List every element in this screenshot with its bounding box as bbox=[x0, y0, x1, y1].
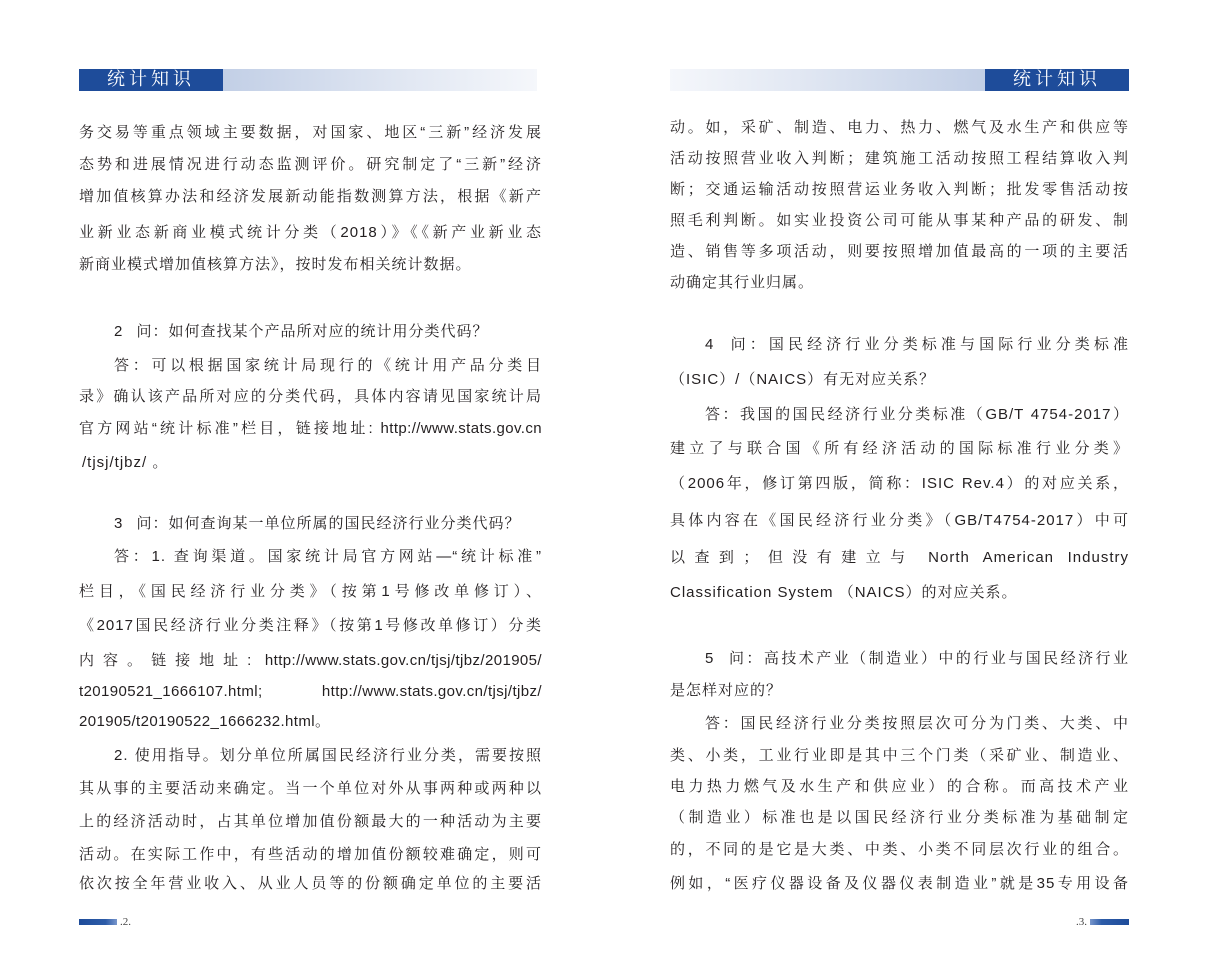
answer-text-line: 例如，“医疗仪器设备及仪器仪表制造业”就是35专用设备 bbox=[670, 875, 1129, 892]
answer-text-line: 答：1. 查询渠道。国家统计局官方网站—“统计标准” bbox=[114, 548, 542, 565]
answer-text-line: 上的经济活动时，占其单位增加值份额最大的一种活动为主要 bbox=[79, 813, 542, 830]
page-number: .2. bbox=[120, 916, 131, 928]
answer-text-line: Classification System （NAICS）的对应关系。 bbox=[670, 584, 1018, 601]
answer-text-line: 以查到；但没有建立与 North American Industry bbox=[670, 549, 1129, 566]
answer-text-line: 官方网站“统计标准”栏目，链接地址: http://www.stats.gov.cn bbox=[79, 420, 542, 437]
answer-text-line: 依次按全年营业收入、从业人员等的份额确定单位的主要活 bbox=[79, 875, 542, 892]
question-heading: 是怎样对应的？ bbox=[670, 682, 783, 699]
body-text-line: 动。如，采矿、制造、电力、热力、燃气及水生产和供应等 bbox=[670, 119, 1129, 136]
answer-text-line: 《2017国民经济行业分类注释》（按第1号修改单修订）分类 bbox=[79, 617, 542, 634]
question-heading: 2 问：如何查找某个产品所对应的统计用分类代码？ bbox=[114, 323, 489, 340]
body-text-line: 务交易等重点领域主要数据，对国家、地区“三新”经济发展 bbox=[79, 124, 542, 141]
right-header-gradient-bar bbox=[670, 69, 985, 91]
answer-text-line: （2006年，修订第四版，简称：ISIC Rev.4）的对应关系， bbox=[670, 475, 1129, 492]
body-text-line: 活动按照营业收入判断；建筑施工活动按照工程结算收入判 bbox=[670, 150, 1129, 167]
answer-text-line: 活动。在实际工作中，有些活动的增加值份额较难确定，则可 bbox=[79, 846, 542, 863]
answer-text-line: 内容。链接地址: http://www.stats.gov.cn/tjsj/tjbz/201905/ bbox=[79, 652, 542, 669]
left-footer-bar bbox=[79, 919, 117, 925]
body-text-line: 动确定其行业归属。 bbox=[670, 274, 815, 291]
body-text-line: 照毛利判断。如实业投资公司可能从事某种产品的研发、制 bbox=[670, 212, 1129, 229]
answer-text-line: 答：国民经济行业分类按照层次可分为门类、大类、中 bbox=[705, 715, 1129, 732]
answer-text-line: t20190521_1666107.html; http://www.stats.gov.cn/tjsj/tjbz/ bbox=[79, 683, 542, 700]
body-text-line: 业新业态新商业模式统计分类（2018）》《《新产业新业态 bbox=[79, 224, 542, 241]
answer-text-line: 建立了与联合国《所有经济活动的国际标准行业分类》 bbox=[670, 440, 1129, 457]
question-heading: 4 问：国民经济行业分类标准与国际行业分类标准 bbox=[705, 336, 1129, 353]
body-text-line: 增加值核算办法和经济发展新动能指数测算方法，根据《新产 bbox=[79, 188, 542, 205]
answer-text-line: 类、小类，工业行业即是其中三个门类（采矿业、制造业、 bbox=[670, 747, 1129, 764]
answer-text-line: 答：我国的国民经济行业分类标准（GB/T 4754-2017） bbox=[705, 406, 1129, 423]
right-footer-bar bbox=[1090, 919, 1129, 925]
answer-text-line: 答：可以根据国家统计局现行的《统计用产品分类目 bbox=[114, 357, 542, 374]
question-heading: （ISIC）/（NAICS）有无对应关系？ bbox=[670, 371, 936, 388]
answer-text-line: 具体内容在《国民经济行业分类》（GB/T4754-2017）中可 bbox=[670, 512, 1129, 529]
left-header-gradient-bar bbox=[222, 69, 537, 91]
answer-text-line: 栏目，《国民经济行业分类》（按第1号修改单修订）、 bbox=[79, 583, 542, 600]
body-text-line: 断；交通运输活动按照营运业务收入判断；批发零售活动按 bbox=[670, 181, 1129, 198]
body-text-line: 新商业模式增加值核算方法》，按时发布相关统计数据。 bbox=[79, 256, 472, 273]
left-header-title: 统计知识 bbox=[79, 69, 223, 91]
answer-text-line: 201905/t20190522_1666232.html。 bbox=[79, 713, 331, 730]
answer-text-line: 其从事的主要活动来确定。当一个单位对外从事两种或两种以 bbox=[79, 780, 542, 797]
body-text-line: 造、销售等多项活动，则要按照增加值最高的一项的主要活 bbox=[670, 243, 1129, 260]
answer-text-line: 的，不同的是它是大类、中类、小类不同层次行业的组合。 bbox=[670, 841, 1129, 858]
answer-text-line: /tjsj/tjbz/ 。 bbox=[82, 454, 169, 471]
answer-text-line: （制造业）标准也是以国民经济行业分类标准为基础制定 bbox=[670, 809, 1129, 826]
answer-text-line: 录》确认该产品所对应的分类代码，具体内容请见国家统计局 bbox=[79, 388, 542, 405]
answer-text-line: 电力热力燃气及水生产和供应业）的合称。而高技术产业 bbox=[670, 778, 1129, 795]
right-header-title: 统计知识 bbox=[985, 69, 1129, 91]
body-text-line: 态势和进展情况进行动态监测评价。研究制定了“三新”经济 bbox=[79, 156, 542, 173]
answer-text-line: 2. 使用指导。划分单位所属国民经济行业分类，需要按照 bbox=[114, 747, 542, 764]
question-heading: 5 问：高技术产业（制造业）中的行业与国民经济行业 bbox=[705, 650, 1129, 667]
question-heading: 3 问：如何查询某一单位所属的国民经济行业分类代码？ bbox=[114, 515, 521, 532]
page-number: .3. bbox=[1076, 916, 1087, 928]
